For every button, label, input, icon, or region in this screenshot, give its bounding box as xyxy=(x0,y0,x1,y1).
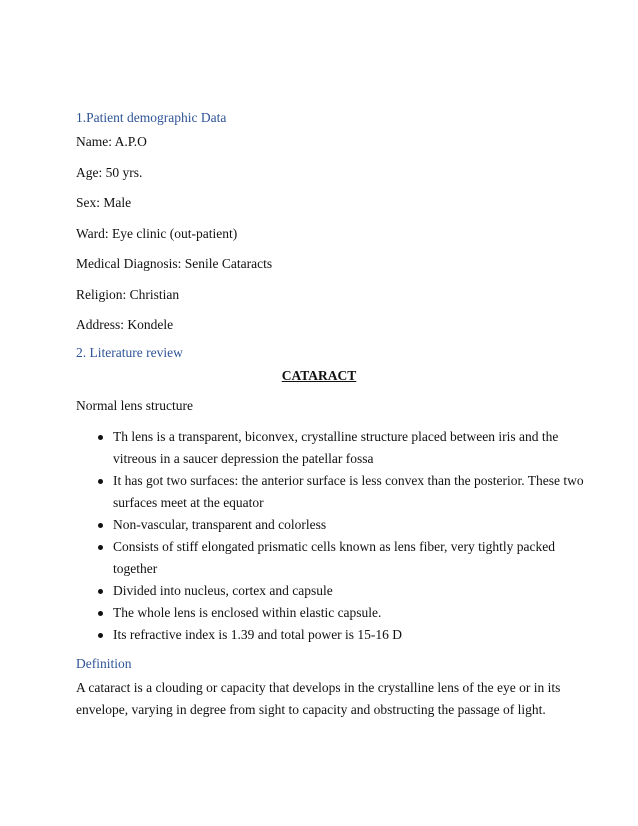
bullet-item-3: Non-vascular, transparent and colorless xyxy=(113,517,327,532)
bullet-icon xyxy=(98,435,103,440)
bullet-icon xyxy=(98,633,103,638)
section-heading-patient-data: 1.Patient demographic Data xyxy=(76,110,227,125)
bullet-item-4-line-2: together xyxy=(113,561,158,576)
bullet-item-1-line-2: vitreous in a saucer depression the patellar fossa xyxy=(113,451,374,466)
definition-line-2: envelope, varying in degree from sight to capacity and obstructing the passage of light. xyxy=(76,702,546,717)
bullet-icon xyxy=(98,545,103,550)
section-heading-definition: Definition xyxy=(76,656,132,671)
bullet-icon xyxy=(98,479,103,484)
section-heading-literature-review: 2. Literature review xyxy=(76,345,183,360)
field-age: Age: 50 yrs. xyxy=(76,165,143,180)
field-religion: Religion: Christian xyxy=(76,287,180,302)
bullet-item-5: Divided into nucleus, cortex and capsule xyxy=(113,583,333,598)
bullet-icon xyxy=(98,523,103,528)
field-ward: Ward: Eye clinic (out-patient) xyxy=(76,226,238,241)
field-diagnosis: Medical Diagnosis: Senile Cataracts xyxy=(76,256,273,271)
bullet-item-1-line-1: Th lens is a transparent, biconvex, crystalline structure placed between iris and the xyxy=(113,429,559,444)
bullet-item-2-line-2: surfaces meet at the equator xyxy=(113,495,264,510)
field-sex: Sex: Male xyxy=(76,195,132,210)
definition-line-1: A cataract is a clouding or capacity that develops in the crystalline lens of the eye or in its xyxy=(76,680,561,695)
bullet-item-7: Its refractive index is 1.39 and total power is 15-16 D xyxy=(113,627,403,642)
bullet-item-4-line-1: Consists of stiff elongated prismatic cells known as lens fiber, very tightly packed xyxy=(113,539,555,554)
bullet-icon xyxy=(98,611,103,616)
field-address: Address: Kondele xyxy=(76,317,174,332)
subheading-normal-lens: Normal lens structure xyxy=(76,398,193,413)
field-name: Name: A.P.O xyxy=(76,134,147,149)
bullet-item-6: The whole lens is enclosed within elastic capsule. xyxy=(113,605,382,620)
bullet-item-2-line-1: It has got two surfaces: the anterior surface is less convex than the posterior. These two xyxy=(113,473,584,488)
bullet-icon xyxy=(98,589,103,594)
document-title: CATARACT xyxy=(281,368,357,383)
